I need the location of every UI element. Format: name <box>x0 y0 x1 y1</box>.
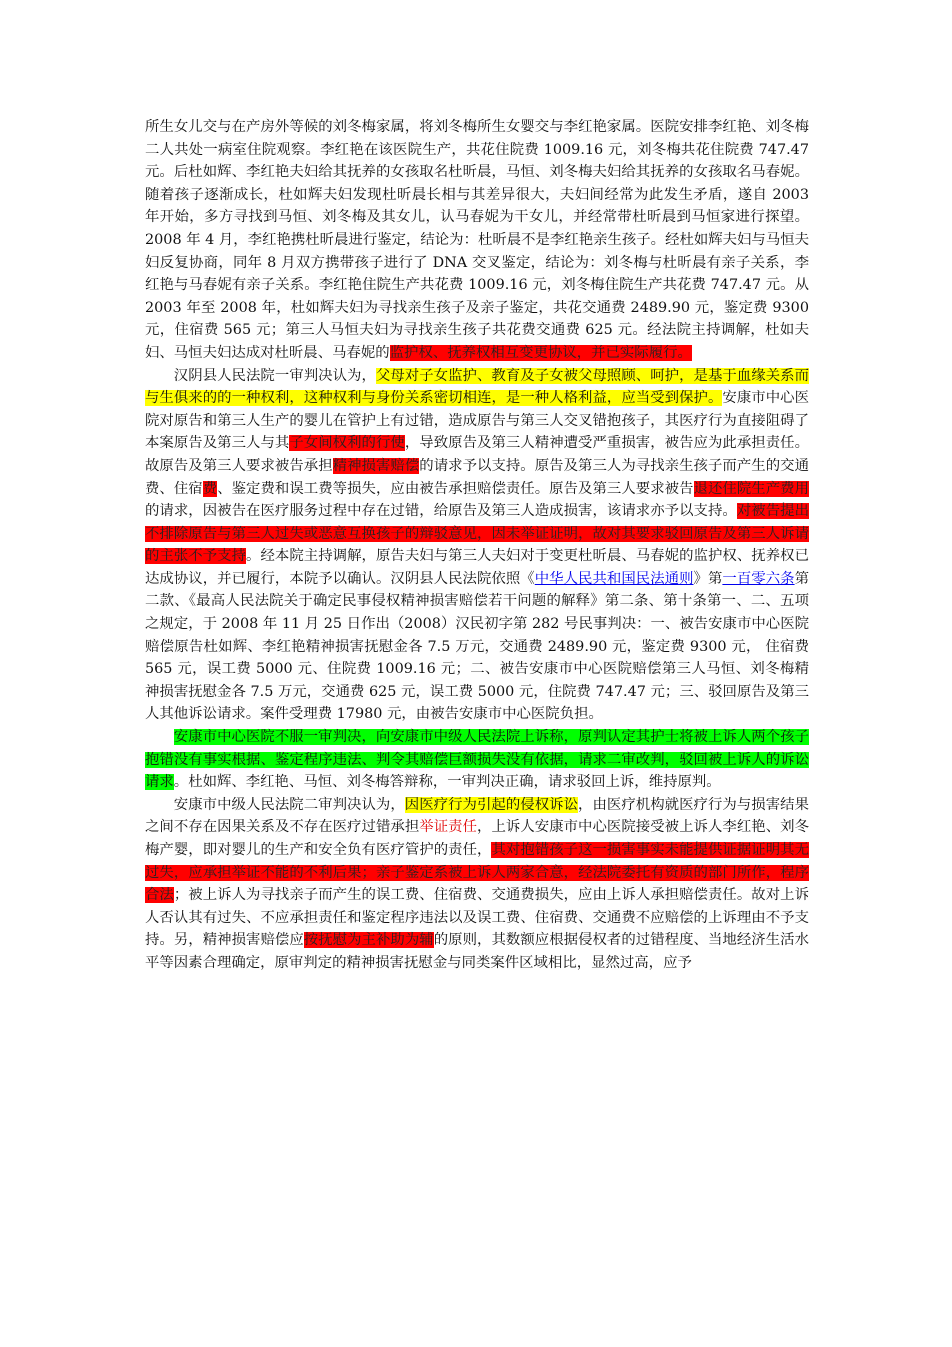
red-highlight: 按抚慰为主补助为辅 <box>303 932 434 949</box>
paragraph <box>145 726 809 794</box>
red-highlight: 精神损害赔偿 <box>332 457 420 474</box>
yellow-highlight: 父母对子女监护、教育及子女被父母照顾、呵护，是基于血缘关系而与生俱来的的一种权利，这种权利与身份关系密切相连，是一种人格利益，应当受到保护。 <box>145 367 809 407</box>
yellow-highlight: 因医疗行为引起的侵权诉讼 <box>404 796 579 813</box>
text-run: 的请求，因被告在医疗服务过程中存在过错，给原告及第三人造成损害，该请求亦予以支持。 <box>145 503 737 520</box>
red-highlight: 其对抱错孩子这一损害事实未能提供证据证明其无过失，应承担举证不能的不利后果；亲子鉴定系被上诉人两家合意，经法院委托有资质的部门所作，程序合法 <box>145 842 809 904</box>
text-run: ，上诉人安康市中心医院接受被上诉人李红艳、刘冬梅产婴，即对婴儿的生产和安全负有医疗管护的责任， <box>145 819 809 858</box>
text-run: 安康市中心医院对原告和第三人生产的婴儿在管护上有过错，造成原告与第三人交叉错抱孩子，其医疗行为直接阻碍了本案原告及第三人与其 <box>145 390 809 452</box>
text-run: ，由医疗机构就医疗行为与损害结果之间不存在因果关系及不存在医疗过错承担 <box>145 796 809 836</box>
document-page <box>145 116 809 975</box>
text-run: ，导致原告及第三人精神遭受严重损害，被告应为此承担责任。故原告及第三人要求被告承担 <box>145 435 809 474</box>
text-run: 的原则，其数额应根据侵权者的过错程度、当地经济生活水平等因素合理确定，原审判定的精神损害抚慰金与同类案件区域相比，显然过高，应予 <box>145 932 809 971</box>
red-highlight: 子女间权利的行使 <box>289 435 405 452</box>
text-run: ；被上诉人为寻找亲子而产生的误工费、住宿费、交通费损失，应由上诉人承担赔偿责任。故对上诉人否认其有过失、不应承担责任和鉴定程序违法以及误工费、住宿费、交通费不应赔偿的上诉理由不予支持。另，精神损害赔偿应 <box>145 887 809 949</box>
text-run: 。杜如辉、李红艳、马恒、刘冬梅答辩称，一审判决正确，请求驳回上诉，维持原判。 <box>173 774 721 791</box>
law-link[interactable]: 中华人民共和国民法通则 <box>534 570 694 587</box>
text-run: 》第 <box>693 570 723 587</box>
text-run: 汉阴县人民法院一审判决认为， <box>173 367 376 384</box>
red-text: 举证责任 <box>419 819 478 836</box>
law-link[interactable]: 一百零六条 <box>722 570 795 587</box>
paragraph <box>145 116 809 365</box>
red-highlight: 对被告提出不排除原告与第三人过失或恶意互换孩子的辩驳意见，因未举证证明，故对其要求驳回原告及第三人诉请的主张不予支持 <box>145 503 809 565</box>
text-run: 安康市中级人民法院二审判决认为， <box>173 796 405 813</box>
green-highlight: 安康市中心医院不服一审判决，向安康市中级人民法院上诉称，原判认定其护士将被上诉人两个孩子抱错没有事实根据、鉴定程序违法、判令其赔偿巨额损失没有依据，请求二审改判，驳回被上诉人的诉讼请求 <box>145 729 809 791</box>
red-highlight: 费 <box>202 480 218 497</box>
text-run: 。经本院主持调解，原告夫妇与第三人夫妇对于变更杜昕晨、马春妮的监护权、抚养权已达成协议，并已履行，本院予以确认。汉阴县人民法院依照《 <box>145 548 809 587</box>
text-run: 、鉴定费和误工费等损失，应由被告承担赔偿责任。原告及第三人要求被告 <box>217 480 694 497</box>
red-highlight: 监护权、抚养权相互变更协议，并已实际履行。 <box>389 344 692 361</box>
red-highlight: 退还住院生产费用 <box>693 480 809 497</box>
text-run: 第二款、《最高人民法院关于确定民事侵权精神损害赔偿若干问题的解释》第二条、第十条第一、二、五项之规定，于 2008 年 11 月 25 日作出（2008）汉民初字第 282 号民事判决：一、被告安康市中心医院赔偿原告杜如辉、李红艳精神损害抚慰金各 7.5 万元，交通费 2489.90 元，鉴定费 9300 元， 住宿费 565 元，误工费 5000 元、住院费 1009.16 元；二、被告安康市中心医院赔偿第三人马恒、刘冬梅精神损害抚慰金各 7.5 万元，交通费 625 元，误工费 5000 元，住院费 747.47 元；三、驳回原告及第三人其他诉讼请求。案件受理费 17980 元，由被告安康市中心医院负担。 <box>145 570 809 723</box>
paragraph <box>145 794 809 975</box>
text-run: 所生女儿交与在产房外等候的刘冬梅家属，将刘冬梅所生女婴交与李红艳家属。医院安排李红艳、刘冬梅二人共处一病室住院观察。李红艳在该医院生产，共花住院费 1009.16 元，刘冬梅共花住院费 747.47 元。后杜如辉、李红艳夫妇给其抚养的女孩取名杜昕晨，马恒、刘冬梅夫妇给其抚养的女孩取名马春妮。随着孩子逐渐成长，杜如辉夫妇发现杜昕晨长相与其差异很大，夫妇间经常为此发生矛盾，遂自 2003 年开始，多方寻找到马恒、刘冬梅及其女儿，认马春妮为干女儿，并经常带杜昕晨到马恒家进行探望。2008 年 4 月，李红艳携杜昕晨进行鉴定，结论为：杜昕晨不是李红艳亲生孩子。经杜如辉夫妇与马恒夫妇反复协商，同年 8 月双方携带孩子进行了 DNA 交叉鉴定，结论为：刘冬梅与杜昕晨有亲子关系，李红艳与马春妮有亲子关系。李红艳住院生产共花费 1009.16 元，刘冬梅住院生产共花费 747.47 元。从 2003 年至 2008 年，杜如辉夫妇为寻找亲生孩子及亲子鉴定，共花交通费 2489.90 元，鉴定费 9300 元，住宿费 565 元；第三人马恒夫妇为寻找亲生孩子共花费交通费 625 元。经法院主持调解，杜如夫妇、马恒夫妇达成对杜昕晨、马春妮的 <box>145 119 809 361</box>
text-run: 的请求予以支持。原告及第三人为寻找亲生孩子而产生的交通费、住宿 <box>145 457 809 497</box>
paragraph <box>145 365 809 727</box>
